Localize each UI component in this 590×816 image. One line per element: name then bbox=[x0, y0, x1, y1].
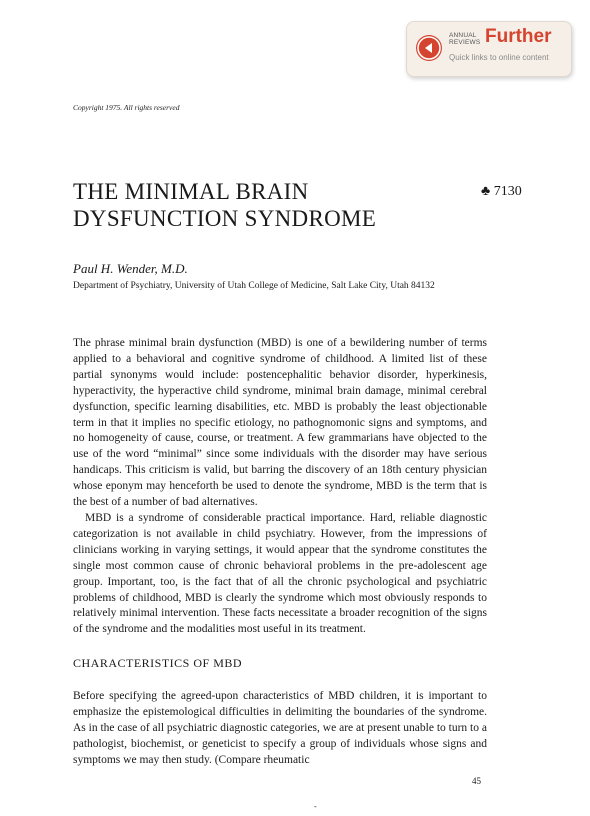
section-heading: CHARACTERISTICS OF MBD bbox=[73, 656, 243, 670]
annual-reviews-further-badge[interactable] bbox=[406, 21, 572, 77]
play-arrow-icon bbox=[416, 35, 442, 61]
reference-number: ♣ 7130 bbox=[481, 184, 522, 199]
article-title bbox=[73, 178, 376, 232]
annual-label: ANNUAL bbox=[449, 32, 477, 39]
author-name: Paul H. Wender, M.D. bbox=[73, 261, 188, 276]
footer-mark: - bbox=[314, 802, 317, 811]
author-affiliation: Department of Psychiatry, University of Utah College of Medicine, Salt Lake City, Utah 84132 bbox=[73, 281, 435, 291]
paragraph-2: MBD is a syndrome of considerable practical importance. Hard, reliable diagnostic categorization is not available in child psychiatry. However, from the impressions of clinicians working in varying settings, it would appear that the syndrome constitutes the single most common cause of chronic behavioral problems in the pre-adolescent age group. Important, too, is the fact that of all the chronic psychological and psychiatric problems of childhood, MBD is clearly the syndrome which most obviously responds to relatively minimal intervention. These facts necessitate a broader recognition of the signs of the syndrome and the modalities most useful in its treatment. bbox=[73, 512, 487, 636]
title-line-2: DYSFUNCTION SYNDROME bbox=[73, 206, 377, 231]
title-line-1: THE MINIMAL BRAIN bbox=[73, 179, 309, 204]
page-number: 45 bbox=[472, 776, 481, 786]
reviews-label: REVIEWS bbox=[449, 39, 481, 46]
copyright-notice: Copyright 1975. All rights reserved bbox=[73, 103, 180, 112]
further-label: Further bbox=[485, 26, 552, 47]
annual-reviews-label bbox=[449, 32, 480, 46]
paragraph-3: Before specifying the agreed-upon characteristics of MBD children, it is important to emphasize the epistemological difficulties in delimiting the boundaries of the syndrome. As in the case of all psychiatric diagnostic categories, we are at present unable to turn to a pathologist, biochemist, or geneticist to specify a group of individuals whose signs and symptoms we may then study. (Compare rheumatic bbox=[73, 690, 487, 766]
paragraph-1: The phrase minimal brain dysfunction (MBD) is one of a bewildering number of terms applied to a behavioral and cognitive syndrome of childhood. A limited list of these partial synonyms would include: postencephalitic behavior disorder, hyperkinesis, hyperactivity, the hyperactive child syndrome, minimal brain damage, minimal cerebral dysfunction, specific learning disabilities, etc. MBD is probably the least objectionable term in that it implies no specific etiology, no pathognomonic signs and symptoms, and no homogeneity of cause, course, or treatment. A few grammarians have objected to the use of the word “minimal” since some individuals with the disorder may have serious handicaps. This criticism is valid, but barring the discovery of an 18th century physician whose eponym may henceforth be used to denote the syndrome, MBD is the term that is the best of a number of bad alternatives. bbox=[73, 337, 487, 509]
quick-links-label: Quick links to online content bbox=[449, 53, 549, 62]
